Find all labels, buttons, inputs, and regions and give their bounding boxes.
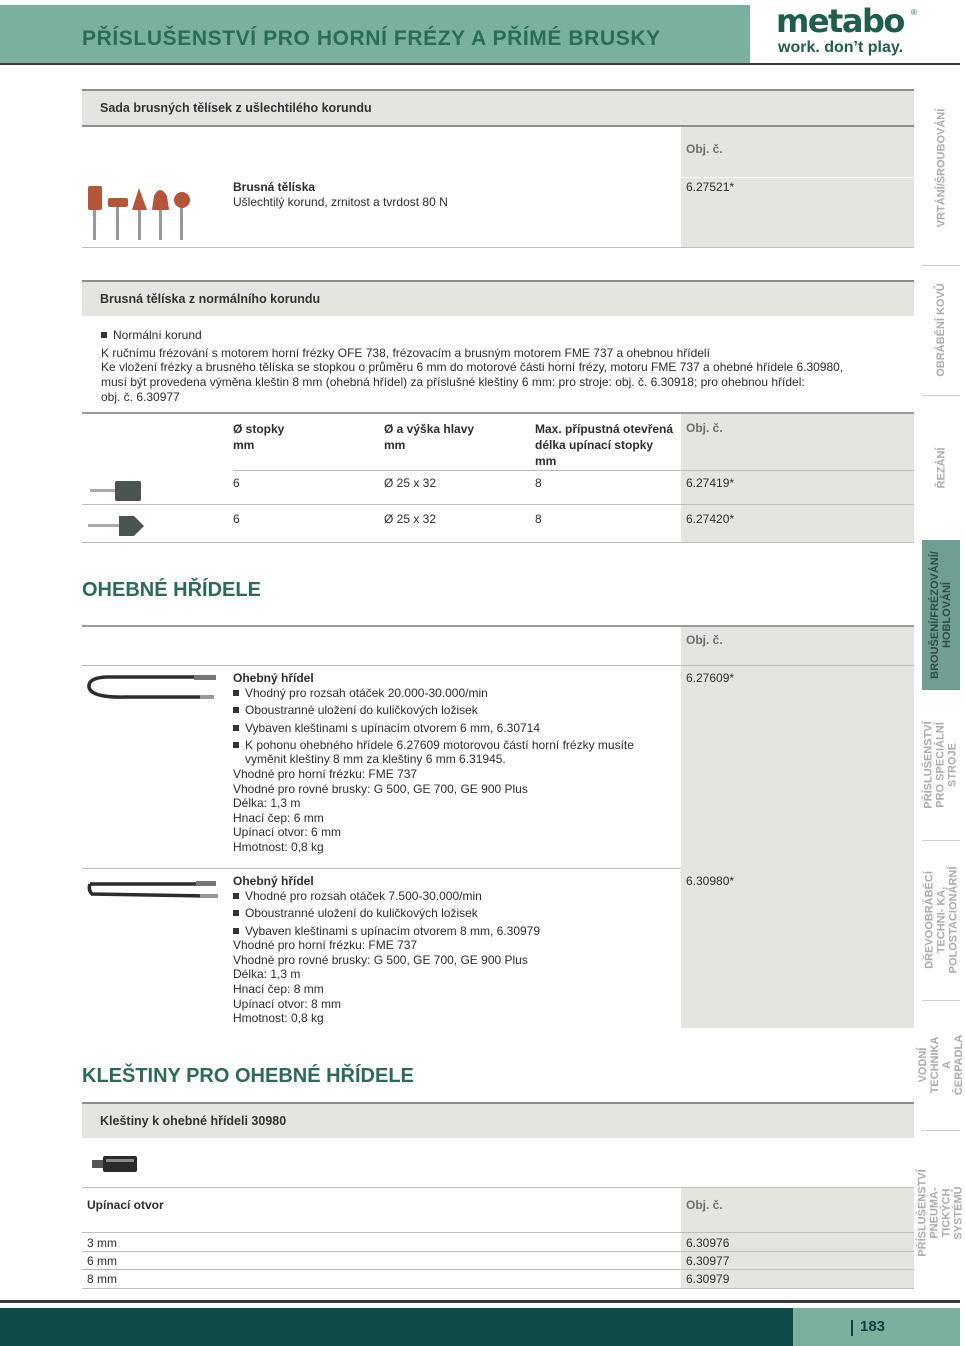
side-tab-pneumatic[interactable] <box>917 1130 965 1295</box>
bullet-icon <box>233 742 239 748</box>
section-title: Brusná tělíska z normálního korundu <box>100 292 321 306</box>
section-title-bar <box>82 1102 914 1138</box>
header-line: mm <box>384 438 406 452</box>
feature-text: Oboustranné uložení do kuličkových ložisek <box>245 703 478 718</box>
feature-bullet <box>101 328 202 343</box>
item-description: Ušlechtilý korund, zrnitost a tvrdost 80 N <box>233 195 448 209</box>
side-tab-label: ŘEZÁNÍ <box>935 447 948 488</box>
cell-order-number: 6.27419* <box>686 476 735 490</box>
spec-line: Hmotnost: 0,8 kg <box>233 1011 324 1026</box>
bullet-icon <box>233 893 239 899</box>
order-number: 6.27609* <box>686 671 735 685</box>
feature-text: Oboustranné uložení do kuličkových ložisek <box>245 906 478 921</box>
cell-order-number: 6.30977 <box>686 1254 730 1268</box>
cone-point <box>132 188 147 210</box>
cell-order-number: 6.27420* <box>686 512 735 526</box>
feature-text-continued: vyměnit kleštiny 8 mm za kleštiny 6 mm 6.31945. <box>245 752 506 767</box>
header-line: Max. přípustná otevřená <box>535 422 674 436</box>
divider <box>233 470 914 471</box>
item-details <box>233 889 540 1026</box>
spec-line: Hnací čep: 6 mm <box>233 810 324 825</box>
cell-head: Ø 25 x 32 <box>384 476 437 490</box>
feature-text: Vhodný pro rozsah otáček 20.000-30.000/min <box>245 686 488 700</box>
col-header-order-number: Obj. č. <box>686 1198 723 1212</box>
feature-bullet <box>233 686 634 703</box>
divider <box>82 665 914 666</box>
spec-line: Délka: 1,3 m <box>233 967 301 982</box>
side-tab-label: DŘEVOOBRÁBĚCÍ TECHNI- KA, POLOSTACIONÁRNÍ <box>923 866 960 974</box>
page-title: PŘÍSLUŠENSTVÍ PRO HORNÍ FRÉZY A PŘÍMÉ BRUSKY <box>82 27 661 50</box>
col-header-order-number: Obj. č. <box>686 633 723 647</box>
side-tab-cutting[interactable] <box>922 395 960 540</box>
side-tab-woodworking[interactable] <box>922 840 960 1000</box>
side-tab-special-accessories[interactable] <box>922 690 960 840</box>
side-tab-label: BROUŠENÍ/FRÉZOVÁNÍ/ HOBLOVÁNÍ <box>929 551 954 679</box>
cell-length: 8 <box>535 512 542 526</box>
spec-line: Vhodné pro rovné brusky: G 500, GE 700, GE 900 Plus <box>233 781 528 796</box>
logo-registered-mark: ® <box>911 8 917 17</box>
divider <box>82 1269 914 1270</box>
col-header-clamp: Upínací otvor <box>87 1198 164 1212</box>
tree-point <box>152 190 169 210</box>
order-number: 6.27521* <box>686 180 735 194</box>
divider <box>681 177 914 178</box>
feature-text: Vhodné pro rozsah otáček 7.500-30.000/min <box>245 889 482 903</box>
footer-rule <box>0 1300 960 1303</box>
logo-tagline: work. don’t play. <box>778 39 904 56</box>
description-line: Ke vložení frézky a brusného tělíska se stopkou o průměru 6 mm do motorové části horní frézy, motoru FME 737 a ohebné hřídele 6.30980, <box>101 360 844 374</box>
logo-wordmark: metabo <box>776 2 904 40</box>
order-column <box>681 627 914 1028</box>
side-tab-label: OBRÁBĚNÍ KOVŮ <box>935 283 948 377</box>
side-tab-grinding[interactable] <box>922 540 960 690</box>
section-title: Kleštiny k ohebné hřídeli 30980 <box>100 1114 287 1128</box>
col-header-head <box>384 421 474 453</box>
header-line: délka upínací stopky <box>535 438 654 452</box>
description-line: musí být provedena výměna kleštin 8 mm (ohebná hřídel) za příslušné kleštiny 6 mm: pro stroje: obj. č. 6.30918; pro ohebnou hřídel: <box>101 375 805 389</box>
item-name: Ohebný hřídel <box>233 874 314 888</box>
bullet-icon <box>233 910 239 916</box>
bullet-icon <box>101 332 107 338</box>
spec-line: Vhodné pro horní frézku: FME 737 <box>233 767 418 782</box>
bullet-icon <box>233 707 239 713</box>
collet-image <box>92 1155 138 1173</box>
feature-text: Vybaven kleštinami s upínacím otvorem 6 mm, 6.30714 <box>245 720 541 735</box>
cell-order-number: 6.30976 <box>686 1236 730 1250</box>
page-number: 183 <box>860 1318 886 1335</box>
divider <box>82 1251 914 1252</box>
description-line: K ručnímu frézování s motorem horní frézky OFE 738, frézovacím a brusným motorem FME 737 a ohebnou hřídelí <box>101 346 710 360</box>
feature-bullet <box>233 738 634 753</box>
order-number: 6.30980* <box>686 874 735 888</box>
header-band <box>0 5 750 63</box>
feature-bullet <box>233 906 540 923</box>
section-title-bar <box>82 89 914 125</box>
disc-point <box>108 198 128 207</box>
spec-line: Hnací čep: 8 mm <box>233 981 324 996</box>
header-line: mm <box>535 454 557 468</box>
section-heading: KLEŠTINY PRO OHEBNÉ HŘÍDELE <box>82 1065 414 1087</box>
cell-order-number: 6.30979 <box>686 1272 730 1286</box>
metabo-logo <box>776 2 922 60</box>
side-tab-drilling[interactable] <box>922 70 960 265</box>
divider <box>82 542 914 543</box>
bullet-icon <box>233 725 239 731</box>
description-line: obj. č. 6.30977 <box>101 390 180 404</box>
flexible-shaft-image <box>86 672 218 704</box>
cell-head: Ø 25 x 32 <box>384 512 437 526</box>
side-tab-water[interactable] <box>917 1000 965 1130</box>
cell-length: 8 <box>535 476 542 490</box>
side-tab-label: PŘÍSLUŠENSTVÍ PNEUMA- TICKÝCH SYSTÉMŮ <box>917 1168 965 1257</box>
item-details <box>233 686 634 855</box>
grinding-points-image <box>86 184 196 244</box>
feature-text: K pohonu ohebného hřídele 6.27609 motorovou částí horní frézky musíte <box>245 737 634 752</box>
cell-clamp: 3 mm <box>87 1236 117 1250</box>
col-header-order-number: Obj. č. <box>686 421 723 435</box>
spec-line: Upínací otvor: 8 mm <box>233 996 342 1011</box>
divider <box>82 1232 914 1233</box>
section-heading: OHEBNÉ HŘÍDELE <box>82 579 261 601</box>
feature-bullet <box>233 924 540 939</box>
spec-line: Upínací otvor: 6 mm <box>233 825 342 840</box>
flexible-shaft-image <box>88 878 222 902</box>
cylinder-point <box>88 186 102 210</box>
spec-line: Vhodné pro rovné brusky: G 500, GE 700, GE 900 Plus <box>233 952 528 967</box>
side-tab-label: PŘÍSLUŠENSTVÍ PRO SPECIÁLNÍ STROJE <box>923 721 959 809</box>
col-header-length <box>535 421 673 469</box>
cell-clamp: 8 mm <box>87 1272 117 1286</box>
col-header-shank <box>233 421 284 453</box>
cylinder-stone-image <box>90 480 144 502</box>
header-line: Ø a výška hlavy <box>384 422 475 436</box>
bullet-icon <box>233 690 239 696</box>
feature-text: Vybaven kleštinami s upínacím otvorem 8 mm, 6.30979 <box>245 923 541 938</box>
side-tab-label: VODNÍ TECHNIKA A ČERPADLA <box>917 1034 965 1096</box>
item-name: Brusná tělíska <box>233 180 316 194</box>
spec-line: Vhodné pro horní frézku: FME 737 <box>233 938 418 953</box>
spec-line: Hmotnost: 0,8 kg <box>233 840 324 855</box>
feature-bullet <box>233 889 540 906</box>
bullet-icon <box>233 928 239 934</box>
side-tab-metalworking[interactable] <box>922 265 960 395</box>
header-line: Ø stopky <box>233 422 285 436</box>
cell-shank: 6 <box>233 476 240 490</box>
cell-clamp: 6 mm <box>87 1254 117 1268</box>
page-number-divider <box>851 1320 853 1336</box>
cone-stone-image <box>88 514 146 538</box>
feature-bullet <box>233 703 634 720</box>
ball-point <box>174 192 190 208</box>
divider <box>82 247 914 248</box>
feature-text: Normální korund <box>113 328 202 342</box>
cell-shank: 6 <box>233 512 240 526</box>
header-rule <box>0 63 960 65</box>
item-name: Ohebný hřídel <box>233 671 314 685</box>
section-title-bar <box>82 280 914 316</box>
side-tab-label: VRTÁNÍ/ŠROUBOVÁNÍ <box>935 108 947 227</box>
header-line: mm <box>233 438 255 452</box>
feature-bullet <box>233 721 634 738</box>
col-header-order-number: Obj. č. <box>686 142 723 156</box>
section-title: Sada brusných tělísek z ušlechtilého korundu <box>100 101 372 115</box>
divider <box>82 504 914 505</box>
divider <box>82 1288 914 1289</box>
spec-line: Délka: 1,3 m <box>233 796 301 811</box>
divider <box>82 868 681 869</box>
